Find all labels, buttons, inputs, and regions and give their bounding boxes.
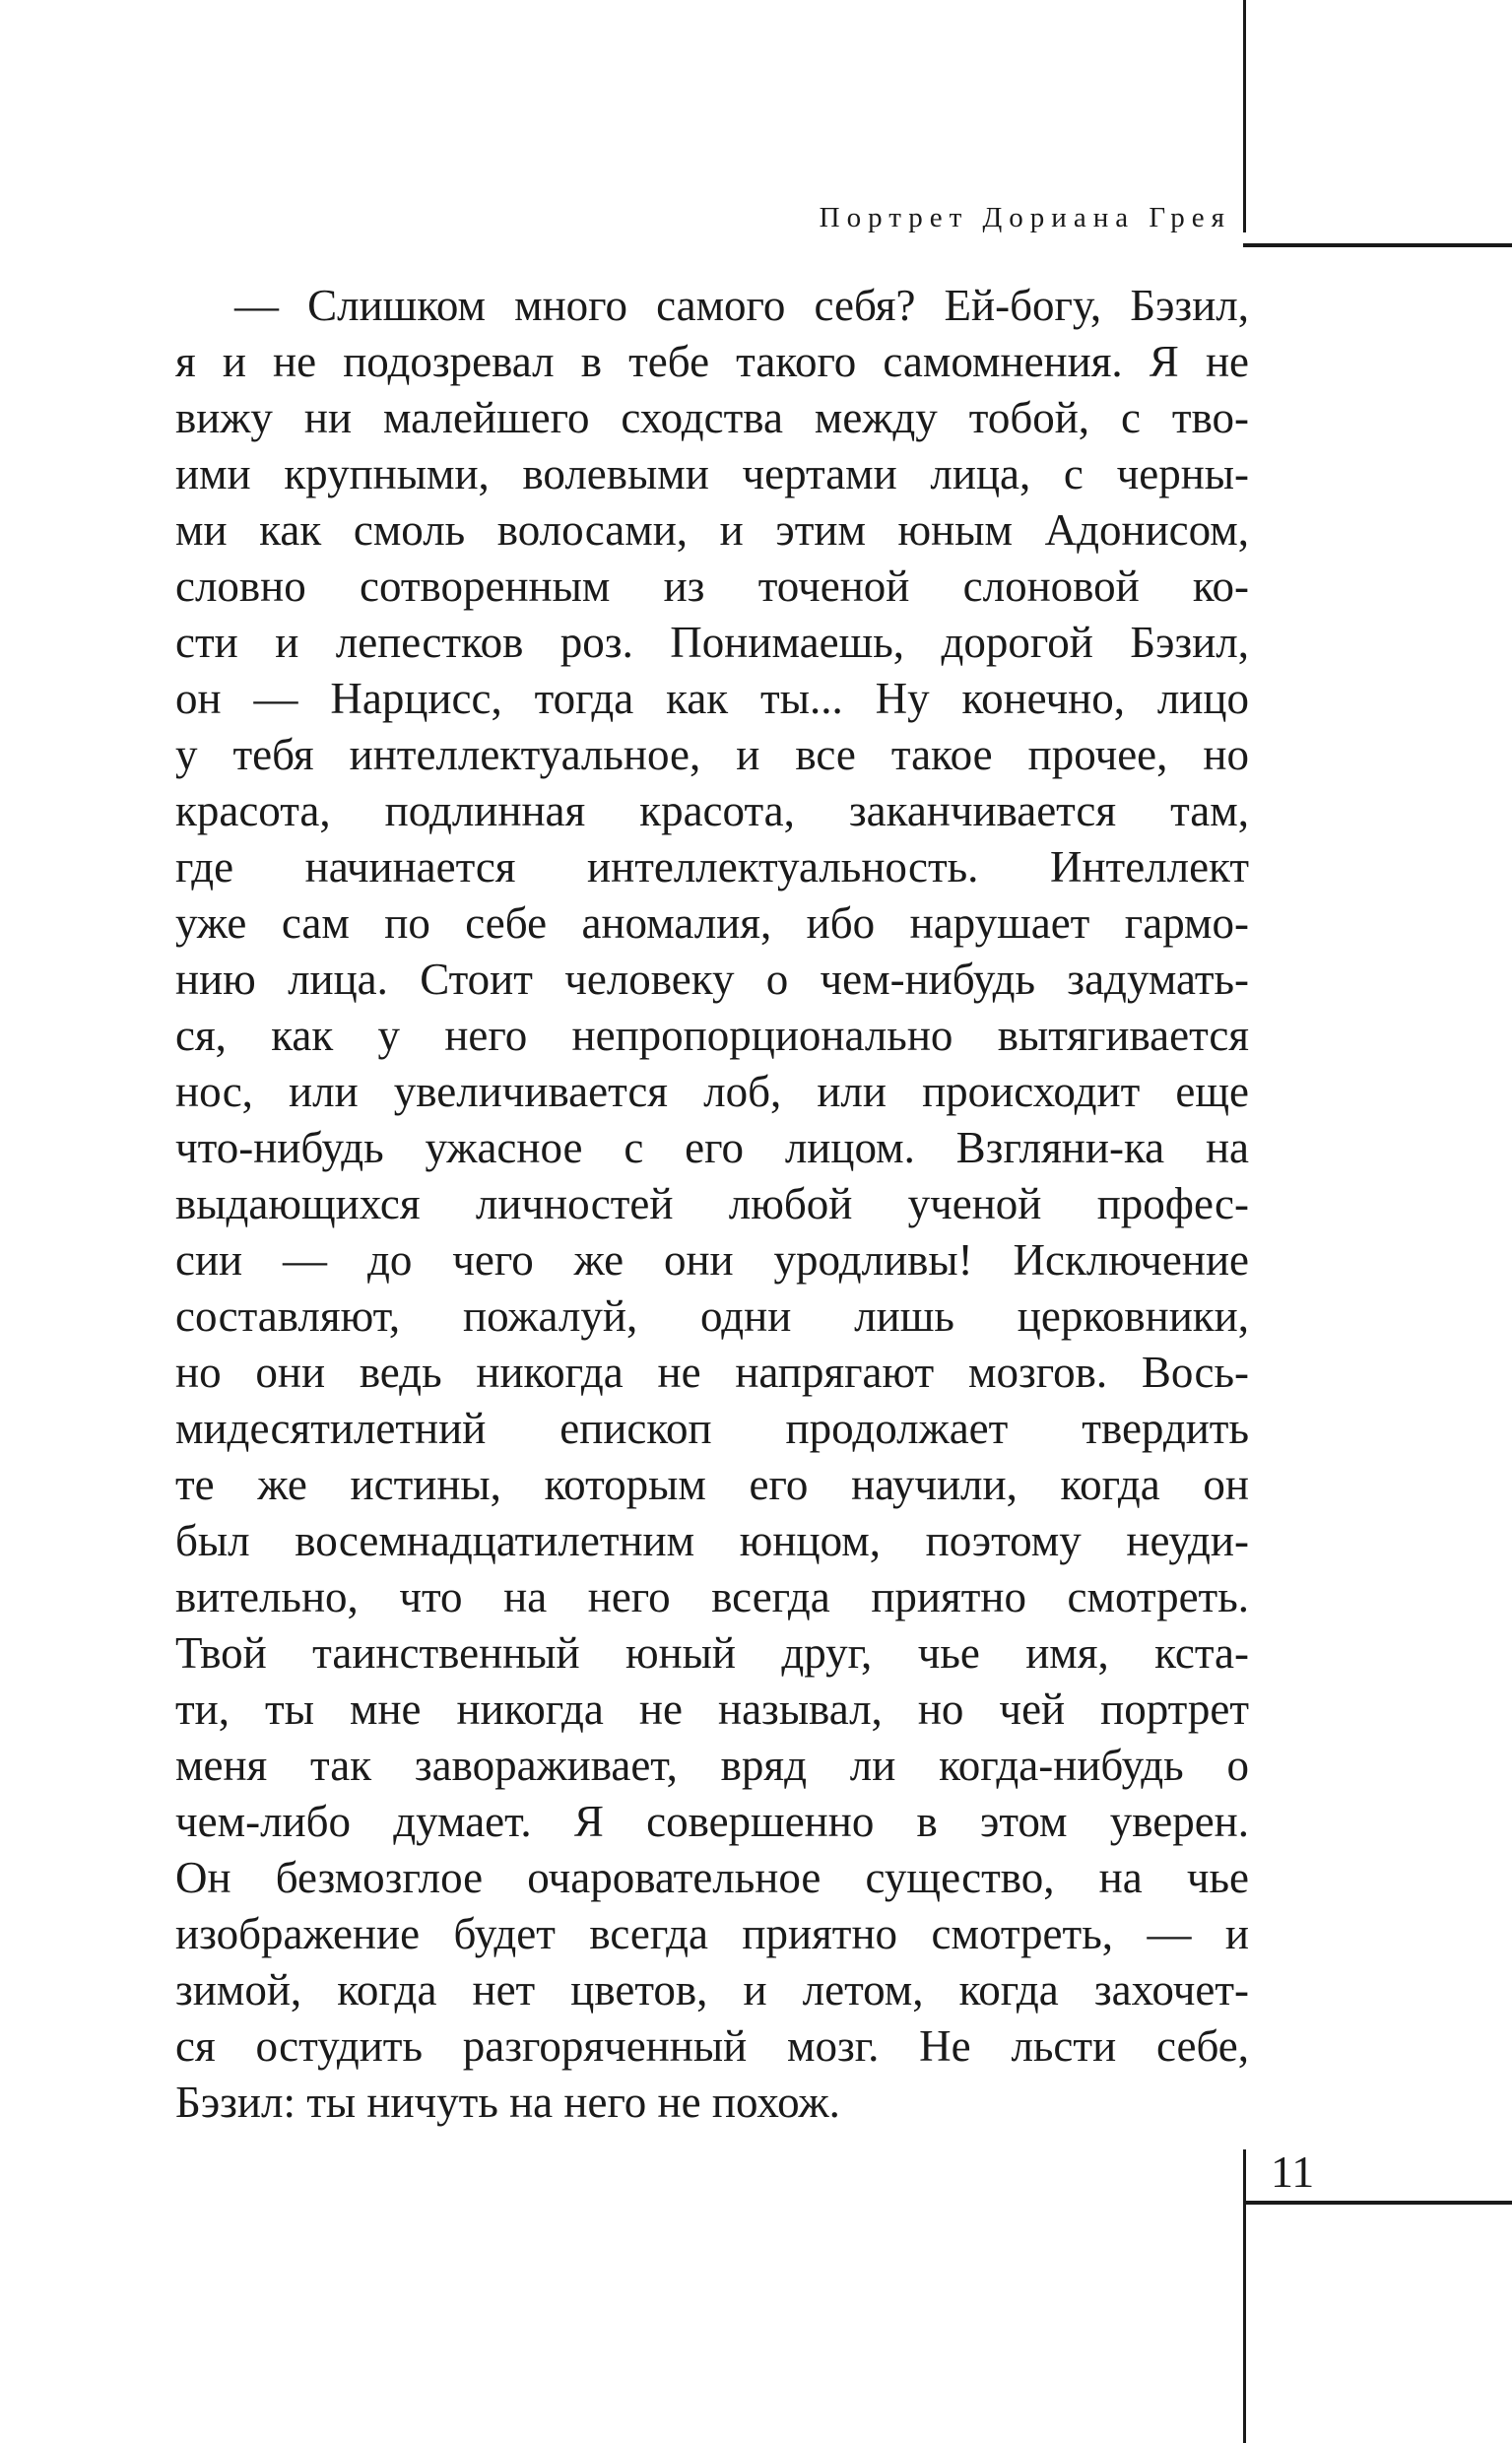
text-line: ся, как у него непропорционально вытягивается [175,1011,1249,1060]
text-line: мидесятилетний епископ продолжает твердить [175,1404,1249,1453]
text-line: был восемнадцатилетним юнцом, поэтому неуди- [175,1516,1249,1565]
text-line: изображение будет всегда приятно смотреть, — и [175,1909,1249,1958]
running-head: Портрет Дориана Грея [819,202,1231,233]
text-line: он — Нарцисс, тогда как ты... Ну конечно, лицо [175,674,1249,723]
text-line: ми как смоль волосами, и этим юным Адонисом, [175,505,1249,555]
text-line: нос, или увеличивается лоб, или происходит еще [175,1067,1249,1116]
text-line: Твой таинственный юный друг, чье имя, кста- [175,1628,1249,1678]
text-line: сти и лепестков роз. Понимаешь, дорогой Бэзил, [175,618,1249,667]
bottom-vertical-rule [1243,2149,1246,2443]
footer-rule [1243,2201,1512,2205]
text-line: нию лица. Стоит человеку о чем-нибудь задумать- [175,955,1249,1004]
top-vertical-rule [1243,0,1246,232]
text-line: ти, ты мне никогда не называл, но чей портрет [175,1684,1249,1734]
text-line: я и не подозревал в тебе такого самомнения. Я не [175,337,1249,386]
text-line: меня так завораживает, вряд ли когда-нибудь о [175,1741,1249,1790]
text-line: чем-либо думает. Я совершенно в этом уверен. [175,1797,1249,1846]
page-number: 11 [1271,2146,1315,2197]
text-line: сии — до чего же они уродливы! Исключение [175,1235,1249,1285]
text-line: те же истины, которым его научили, когда он [175,1460,1249,1509]
body-text [175,278,1249,2131]
text-line: — Слишком много самого себя? Ей-богу, Бэзил, [234,281,1249,330]
header-rule [1243,243,1512,247]
text-line: зимой, когда нет цветов, и летом, когда захочет- [175,1965,1249,2014]
text-line: выдающихся личностей любой ученой профес- [175,1179,1249,1228]
text-line: составляют, пожалуй, одни лишь церковники, [175,1291,1249,1341]
text-line: красота, подлинная красота, заканчивается там, [175,786,1249,835]
text-line: словно сотворенным из точеной слоновой ко- [175,561,1249,611]
text-line: ся остудить разгоряченный мозг. Не льсти себе, [175,2021,1249,2071]
text-line: вижу ни малейшего сходства между тобой, с тво- [175,393,1249,442]
text-line: Он безмозглое очаровательное существо, на чье [175,1853,1249,1902]
text-line: что-нибудь ужасное с его лицом. Взгляни-ка на [175,1123,1249,1172]
text-line: Бэзил: ты ничуть на него не похож. [175,2078,840,2127]
text-line: где начинается интеллектуальность. Интеллект [175,842,1249,891]
text-line: вительно, что на него всегда приятно смотреть. [175,1572,1249,1621]
text-line: ими крупными, волевыми чертами лица, с черны- [175,449,1249,498]
text-line: но они ведь никогда не напрягают мозгов. Вось- [175,1348,1249,1397]
text-line: у тебя интеллектуальное, и все такое прочее, но [175,730,1249,779]
text-line: уже сам по себе аномалия, ибо нарушает гармо- [175,898,1249,948]
